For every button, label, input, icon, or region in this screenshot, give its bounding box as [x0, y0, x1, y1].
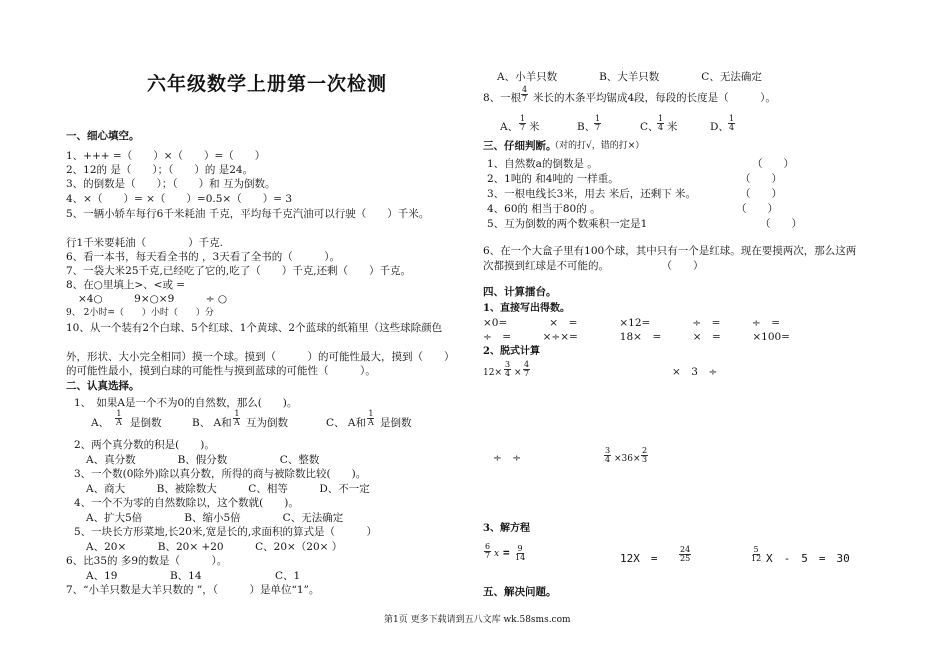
equation-1-equals: =	[503, 546, 510, 559]
section-1-heading: 一、细心填空。	[66, 130, 140, 142]
fraction	[233, 410, 241, 427]
fraction	[594, 115, 601, 132]
denominator: 7	[595, 123, 601, 132]
mental-math-row-1: ×0= × = ×12= ÷ = ÷ =	[483, 317, 781, 329]
denominator: 7	[522, 94, 528, 103]
denominator: 4	[505, 369, 511, 378]
choice-8-option-d: D、	[710, 121, 729, 133]
question-1-9: 9、 2小时=（ ）小时（ ）分	[66, 308, 214, 318]
page-footer: 第1页 更多下载请到五八文库 wk.58sms.com	[384, 615, 571, 625]
fraction	[750, 546, 762, 563]
choice-8-text: 米长的木条平均锯成4段，每段的长度是（ ）。	[533, 92, 776, 104]
choice-2-options: A、真分数 B、假分数 C、整数	[86, 454, 320, 466]
judge-6-cont: 次都摸到红球是不可能的。 （ ）	[483, 260, 704, 272]
question-1-8-items: ×4○ 9×○×9 ÷ ○	[78, 293, 228, 305]
section-3-heading: 三、仔细判断。	[483, 140, 557, 152]
choice-3: 3、一个数(0除外)除以真分数，所得的商与被除数比较( )。	[74, 468, 367, 480]
choice-8-option-c-unit: 米	[667, 121, 678, 133]
choice-7: 7、“小羊只数是大羊只数的 ”，（ ）是单位“1”。	[66, 584, 320, 596]
question-1-10-line3: 的可能性最小，摸到白球的可能性与摸到蓝球的可能性（ ）。	[66, 365, 376, 377]
choice-7-options: A、小羊只数 B、大羊只数 C、无法确定	[497, 71, 762, 83]
numerator: 1	[595, 114, 601, 123]
fraction	[519, 115, 526, 132]
expression-3: ÷ ÷	[493, 452, 522, 464]
question-1-5: 5、一辆小轿车每行6千米耗油 千克，平均每千克汽油可以行驶（ ）千米。	[66, 208, 430, 220]
fraction	[641, 447, 648, 464]
denominator: 12	[751, 554, 762, 563]
denominator: A	[368, 418, 374, 427]
equation-3: X - 5 = 30	[766, 552, 850, 565]
choice-6-options: A、19 B、14 C、1	[86, 570, 301, 582]
judge-6: 6、在一个大盒子里有100个球，其中只有一个是红球。现在要摸两次，那么这两	[483, 245, 857, 257]
choice-8-option-a: A、	[500, 121, 519, 133]
denominator: 7	[520, 123, 526, 132]
judge-2: 2、1吨的 和4吨的 一样重。	[487, 173, 619, 185]
question-1-8: 8、在○里填上>、<或 =	[66, 279, 186, 291]
numerator: 1	[520, 114, 526, 123]
denominator: 7	[524, 369, 530, 378]
choice-2: 2、两个真分数的积是( )。	[74, 439, 215, 451]
judge-5: 5、互为倒数的两个数乘积一定是1	[487, 218, 648, 230]
choice-1-option-b-text: 互为倒数	[246, 417, 288, 429]
numerator: 1	[234, 409, 240, 418]
choice-1: 1、 如果A是一个不为0的自然数，那么( )。	[74, 397, 298, 409]
numerator: 6	[485, 542, 491, 551]
question-1-1: 1、+++ =（ ）×（ ）=（ ）	[66, 150, 266, 162]
numerator: 2	[642, 446, 648, 455]
fraction	[115, 410, 123, 427]
numerator: 3	[605, 446, 611, 455]
judge-5-paren: （ ）	[760, 218, 802, 230]
question-1-6: 6、看一本书，每天看全书的 ，3天看了全书的（ ）。	[66, 251, 340, 263]
section-4-2-heading: 2、脱式计算	[483, 346, 540, 357]
fraction	[604, 447, 611, 464]
denominator: A	[234, 418, 240, 427]
numerator: 4	[522, 85, 528, 94]
choice-5-options: A、20× B、20× +20 C、20×（20× ）	[86, 541, 343, 553]
choice-1-option-c-text: 是倒数	[380, 417, 412, 429]
choice-6: 6、比35的 多9的数是（ ）。	[66, 555, 228, 567]
section-4-1-heading: 1、直接写出得数。	[483, 303, 570, 314]
fraction	[657, 115, 664, 132]
fraction	[521, 86, 528, 103]
numerator: 4	[524, 360, 530, 369]
denominator: 7	[485, 551, 491, 560]
choice-4: 4、一个不为零的自然数除以，这个数就( )。	[74, 497, 299, 509]
section-5-heading: 五、解决问题。	[483, 586, 557, 598]
choice-8-option-b: B、	[577, 121, 596, 133]
fraction	[514, 545, 526, 562]
denominator: 3	[642, 455, 648, 464]
choice-1-option-c: C、 A和	[326, 417, 366, 429]
numerator: 1	[658, 114, 664, 123]
judge-1: 1、自然数a的倒数是 。	[487, 158, 598, 170]
question-1-7: 7、一袋大米25千克,已经吃了它的,吃了（ ）千克,还剩（ ）千克。	[66, 265, 412, 277]
choice-4-options: A、扩大5倍 B、缩小5倍 C、无法确定	[86, 512, 344, 524]
numerator: 9	[517, 544, 523, 553]
numerator: 3	[505, 360, 511, 369]
fraction	[504, 361, 511, 378]
question-1-10-line2: 外，形状、大小完全相同）摸一个球。摸到（ ）的可能性最大，摸到（ ）	[66, 351, 455, 363]
expression-2: × 3 ÷	[672, 366, 718, 378]
judge-2-paren: （ ）	[740, 173, 782, 185]
denominator: 25	[680, 554, 691, 563]
equation-2: 12X =	[620, 552, 658, 565]
fraction	[484, 543, 491, 560]
choice-1-option-a-text: 是倒数	[130, 417, 162, 429]
choice-8-option-a-unit: 米	[529, 121, 540, 133]
expression-1-times: ×	[514, 368, 522, 378]
denominator: A	[116, 418, 122, 427]
mental-math-row-2: ÷ = ×÷×= 18× = × = ×100=	[483, 331, 790, 343]
question-1-10: 10、从一个装有2个白球、5个红球、1个黄球、2个蓝球的纸箱里（这些球除颜色	[66, 322, 443, 334]
judge-4: 4、60的 相当于80的 。	[487, 203, 601, 215]
numerator: 1	[116, 409, 122, 418]
question-1-3: 3、的倒数是（ ）；（ ）和 互为倒数。	[66, 178, 276, 190]
choice-1-option-b: B、 A和	[192, 417, 232, 429]
section-2-heading: 二、认真选择。	[66, 380, 140, 392]
judge-4-paren: （ ）	[736, 203, 778, 215]
fraction	[679, 546, 691, 563]
numerator: 24	[680, 545, 691, 554]
numerator: 1	[368, 409, 374, 418]
judge-1-paren: （ ）	[752, 158, 794, 170]
denominator: 4	[658, 123, 664, 132]
judge-3-paren: （ ）	[740, 188, 782, 200]
choice-3-options: A、商大 B、被除数大 C、相等 D、不一定	[86, 483, 370, 495]
numerator: 1	[729, 114, 735, 123]
choice-8-option-c: C、	[640, 121, 659, 133]
choice-8: 8、一根	[483, 92, 522, 104]
fraction	[728, 115, 735, 132]
judge-3: 3、一根电线长3米，用去 米后，还剩下 米。	[487, 188, 697, 200]
expression-4: ×36×	[614, 454, 641, 464]
page-title: 六年级数学上册第一次检测	[147, 73, 388, 95]
denominator: 14	[515, 553, 526, 562]
expression-1-start: 12×	[483, 368, 502, 378]
question-1-4: 4、×（ ）= ×（ ）=0.5×（ ）= 3	[66, 193, 293, 205]
fraction	[523, 361, 530, 378]
choice-5: 5、一块长方形菜地,长20米,宽是长的,求面积的算式是（ ）	[74, 526, 378, 538]
section-4-heading: 四、计算擂台。	[483, 286, 557, 298]
question-1-2: 2、12的 是（ ）；（ ）的 是24。	[66, 164, 254, 176]
choice-1-option-a: A、	[91, 417, 110, 429]
section-4-3-heading: 3、解方程	[483, 523, 530, 534]
denominator: 4	[729, 123, 735, 132]
numerator: 5	[753, 545, 759, 554]
question-1-5-cont: 行1千米要耗油（ ）千克.	[66, 237, 224, 249]
fraction	[367, 410, 375, 427]
denominator: 4	[605, 455, 611, 464]
section-3-note: （对的打√，错的打×）	[550, 141, 645, 151]
equation-1-var: x	[494, 549, 500, 559]
